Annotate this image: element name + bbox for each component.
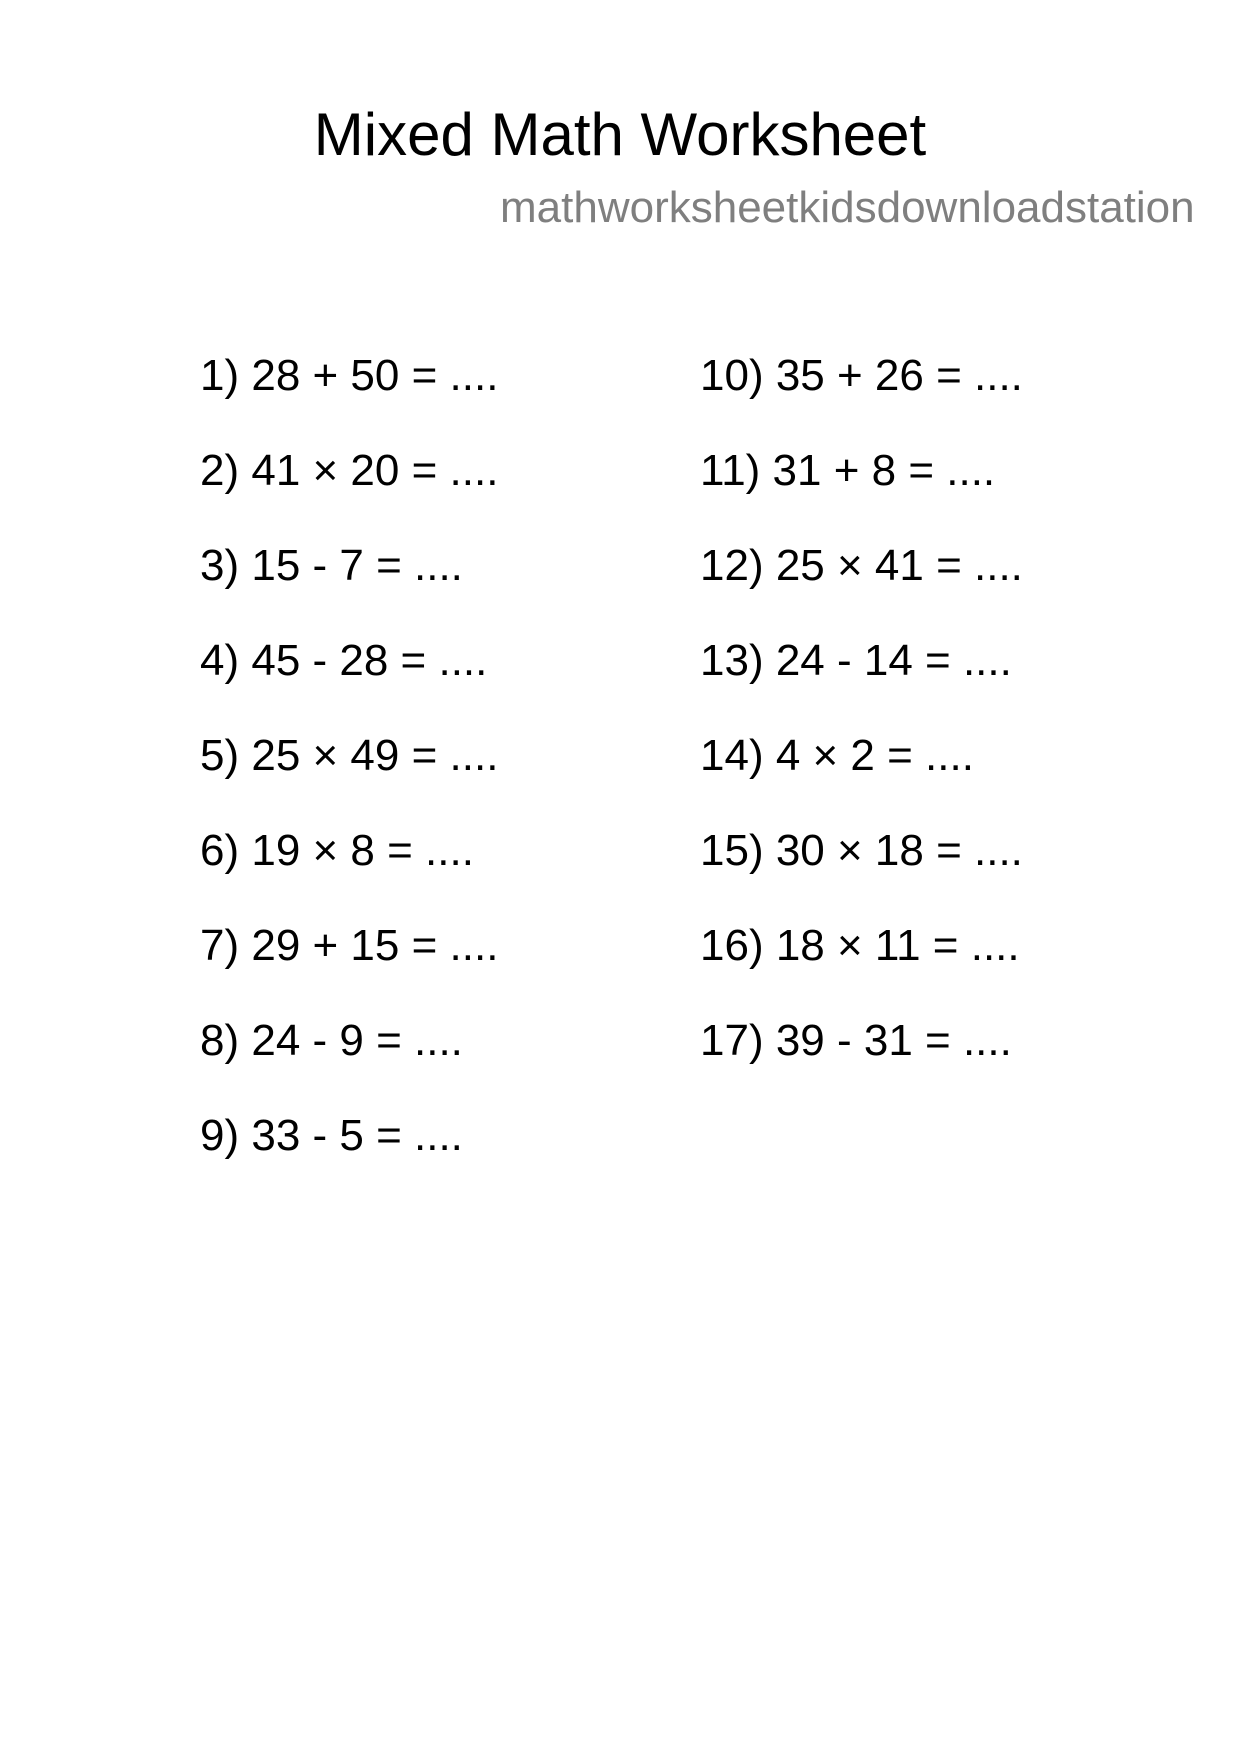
- problem-2: 2) 41 × 20 = ....: [200, 446, 499, 495]
- worksheet-title: Mixed Math Worksheet: [313, 101, 927, 168]
- problem-13: 13) 24 - 14 = ....: [700, 636, 1012, 685]
- problem-15: 15) 30 × 18 = ....: [700, 826, 1023, 875]
- problem-3: 3) 15 - 7 = ....: [200, 541, 463, 590]
- problem-1: 1) 28 + 50 = ....: [200, 351, 499, 400]
- problem-5: 5) 25 × 49 = ....: [200, 731, 499, 780]
- problem-6: 6) 19 × 8 = ....: [200, 826, 474, 875]
- problems-left-column: [200, 350, 498, 1205]
- problem-17: 17) 39 - 31 = ....: [700, 1016, 1012, 1065]
- problem-14: 14) 4 × 2 = ....: [700, 731, 974, 780]
- problem-7: 7) 29 + 15 = ....: [200, 921, 499, 970]
- problem-10: 10) 35 + 26 = ....: [700, 351, 1023, 400]
- problem-12: 12) 25 × 41 = ....: [700, 541, 1023, 590]
- worksheet-source: mathworksheetkidsdownloadstation: [500, 183, 1195, 232]
- problem-16: 16) 18 × 11 = ....: [700, 921, 1020, 970]
- problem-4: 4) 45 - 28 = ....: [200, 636, 488, 685]
- problem-11: 11) 31 + 8 = ....: [700, 446, 996, 495]
- problems-right-column: [700, 350, 1023, 1110]
- problem-8: 8) 24 - 9 = ....: [200, 1016, 463, 1065]
- problem-9: 9) 33 - 5 = ....: [200, 1111, 463, 1160]
